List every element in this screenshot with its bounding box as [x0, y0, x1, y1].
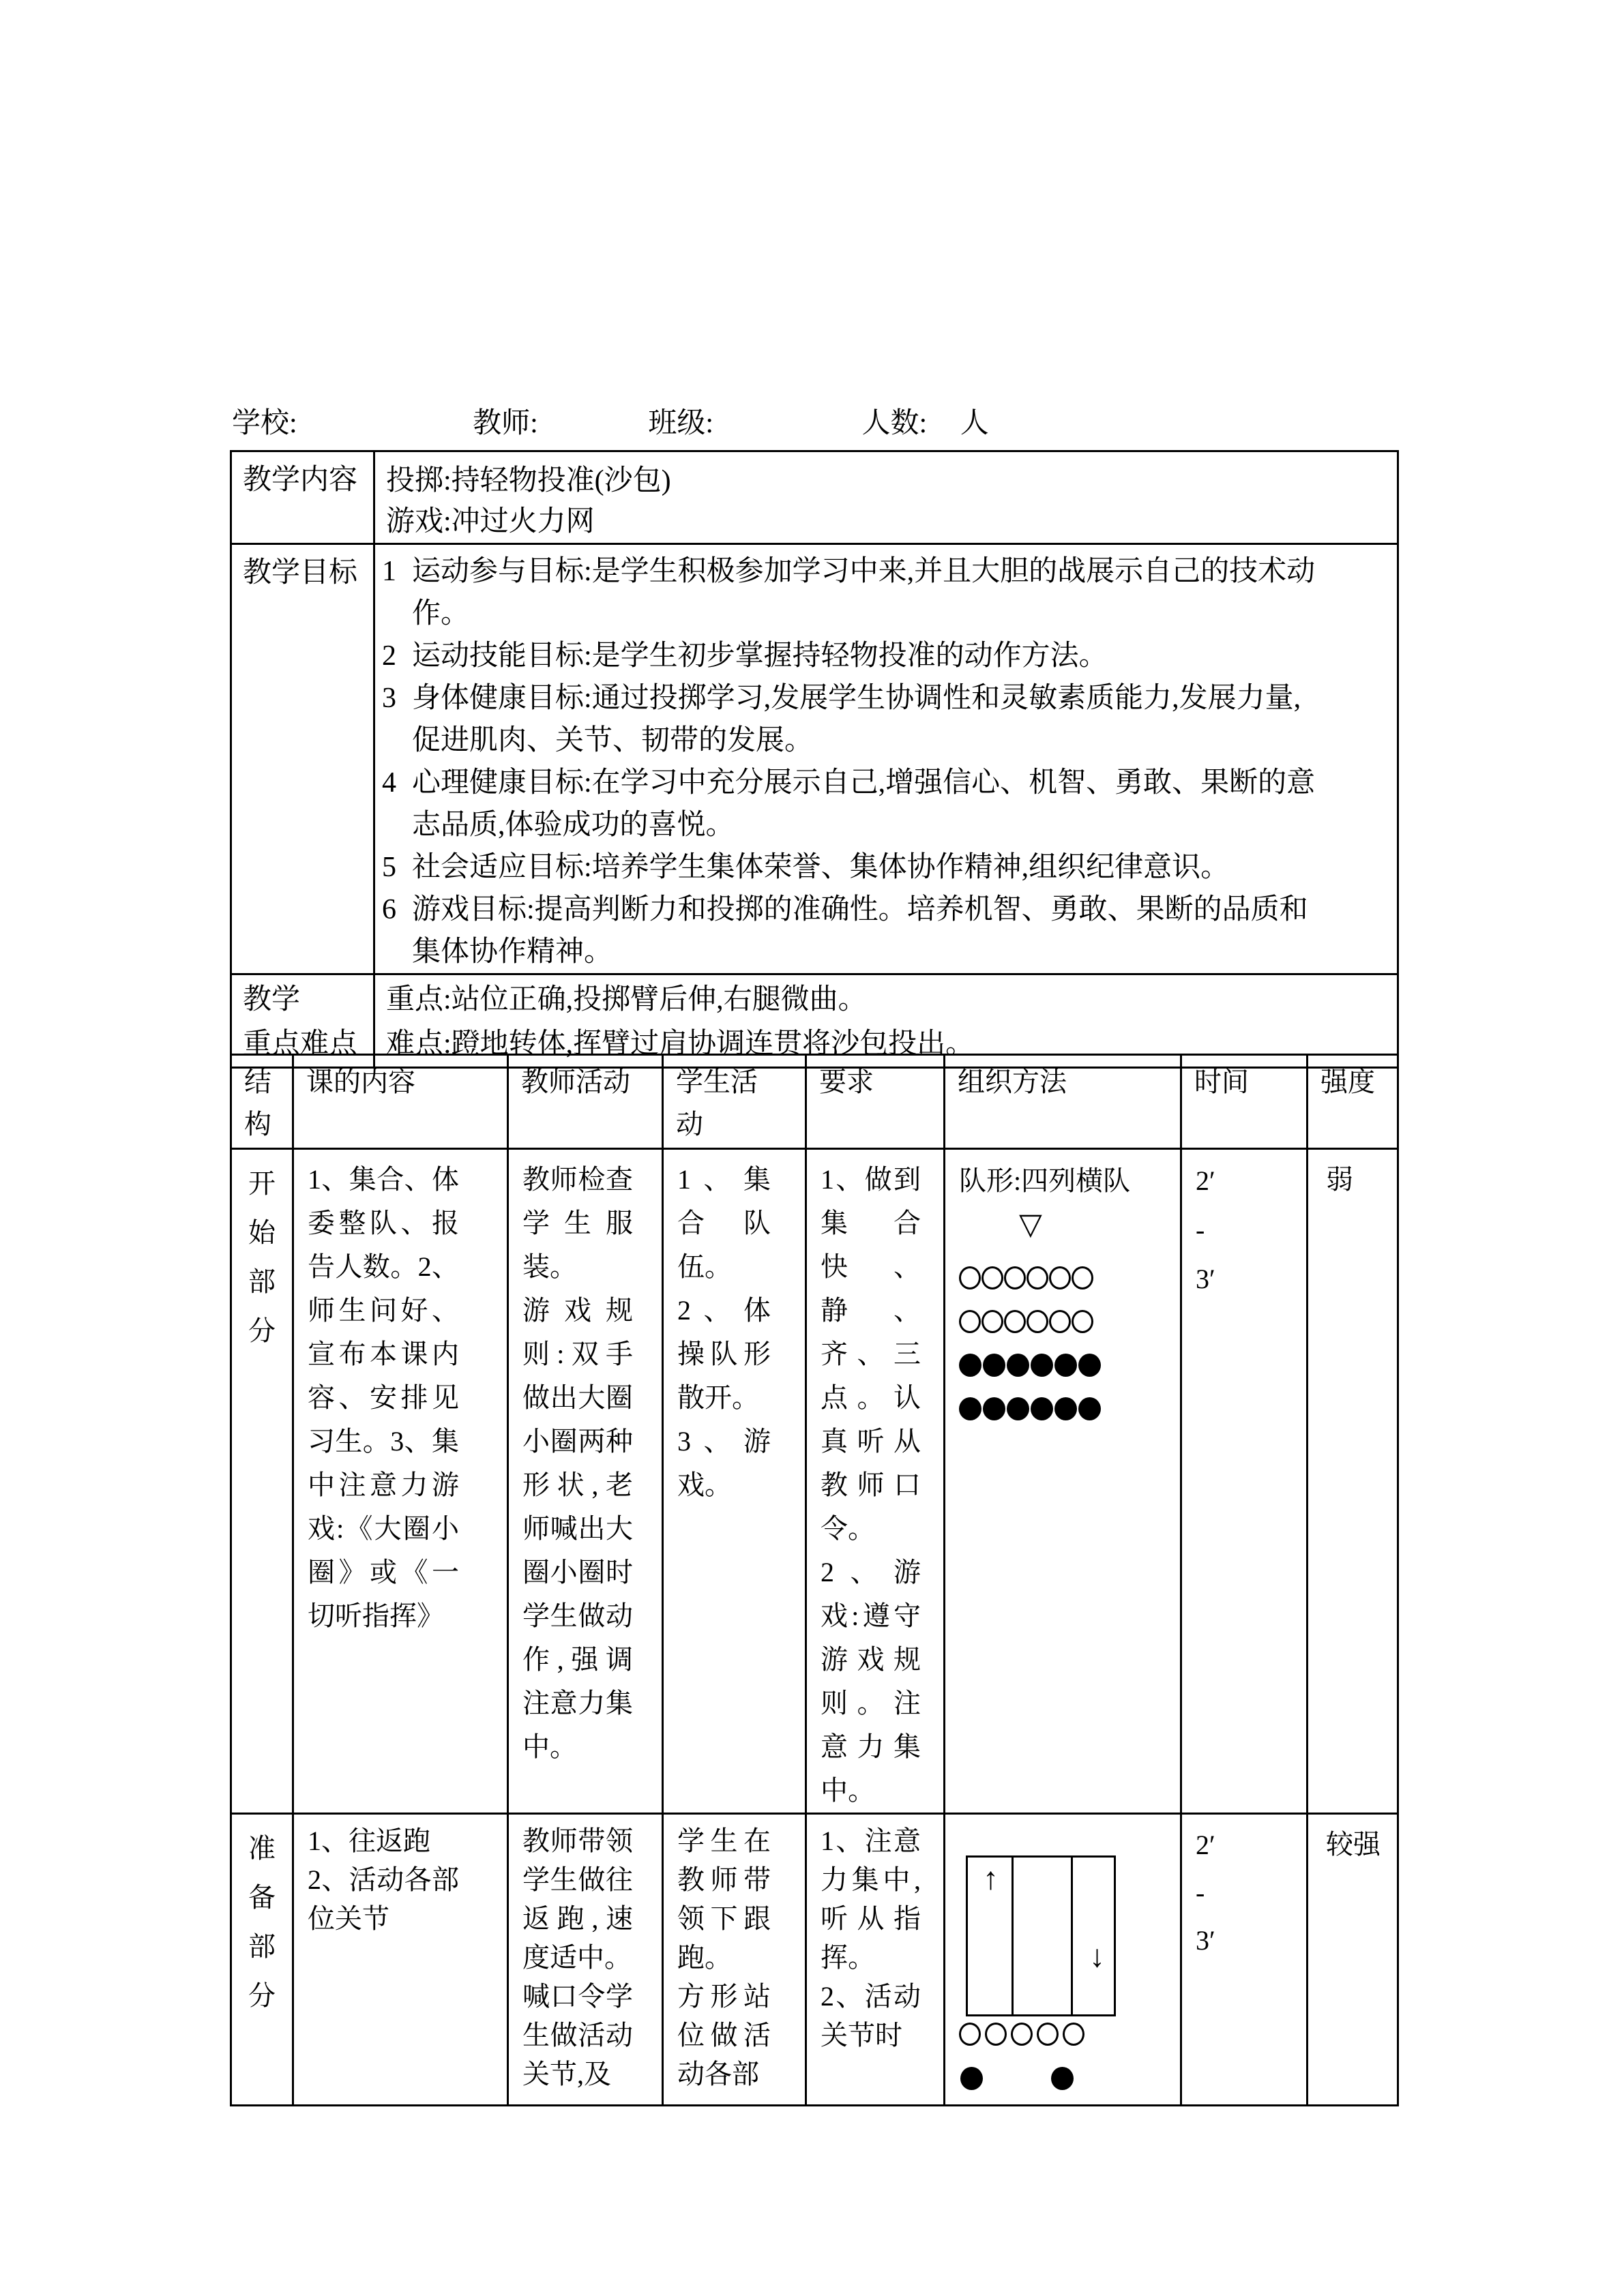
teacher-paragraph: 教师带领学生做往返跑,速度适中。 — [522, 1825, 633, 1973]
intensity-cell — [1308, 1149, 1398, 1814]
run-course-box — [966, 1855, 1116, 2016]
intensity-value: 较强 — [1326, 1829, 1381, 1860]
col-header-intensity: 强度 — [1308, 1055, 1398, 1149]
requirement-item: 1、注意力集中,听从指挥。 — [821, 1825, 921, 1973]
student-dot-open — [985, 2023, 1007, 2046]
lesson-content-text: 1、集合、体委整队、报告人数。2、师生问好、宣布本课内容、安排见习生。3、集中注意力游戏:《大圈小圈》或《一切听指挥》 — [308, 1164, 459, 1631]
lesson-content-cell — [293, 1814, 508, 2106]
objective-text: 运动技能目标:是学生初步掌握持轻物投准的动作方法。 — [412, 640, 1108, 672]
time-value: 3′ — [1196, 1264, 1215, 1294]
lane-divider — [1012, 1858, 1014, 2014]
formation-title: 队形:四列横队 — [959, 1165, 1131, 1196]
requirement-item: 1、做到集合快、静、齐、三点。认真听从教师口令。 — [821, 1164, 921, 1544]
objective-item — [375, 677, 1397, 762]
time-cell — [1181, 1814, 1308, 2106]
student-dot-open — [1072, 1266, 1093, 1289]
time-cell — [1181, 1149, 1308, 1814]
lane-divider — [1071, 1858, 1073, 2014]
lesson-content-cell — [293, 1149, 508, 1814]
objective-item — [375, 846, 1397, 889]
content-label-cell — [231, 451, 374, 544]
objective-number: 3 — [382, 683, 396, 714]
organisation-cell — [945, 1814, 1181, 2106]
student-dot-open — [959, 1310, 981, 1333]
requirement-item: 2、游戏:遵守游戏规则。注意力集中。 — [821, 1557, 921, 1806]
teacher-activity-cell — [508, 1149, 663, 1814]
requirements-cell — [806, 1149, 945, 1814]
objective-text: 游戏目标:提高判断力和投掷的准确性。培养机智、勇敢、果断的品质和集体协作精神。 — [412, 894, 1308, 968]
student-dot-filled — [983, 1354, 1005, 1377]
teacher-paragraph: 喊口令学生做活动关节,及 — [522, 1981, 633, 2089]
student-dot-open — [959, 2023, 981, 2046]
student-dot-open — [1063, 2023, 1084, 2046]
student-dot-filled — [959, 1354, 981, 1377]
student-dot-open — [1004, 1310, 1026, 1333]
count-label: 人数: — [861, 408, 928, 439]
student-dot-open — [1027, 1310, 1048, 1333]
page-header-line — [232, 405, 989, 442]
content-line: 投掷:持轻物投准(沙包) — [386, 465, 671, 496]
person-suffix: 人 — [960, 408, 989, 439]
student-item: 1、集合队伍。 — [677, 1164, 771, 1282]
student-item: 2、体操队形散开。 — [677, 1295, 771, 1413]
student-dot-open — [1037, 2023, 1059, 2046]
student-dot-filled — [1054, 1397, 1077, 1420]
student-dot-open — [1004, 1266, 1026, 1289]
student-dot-filled — [1054, 1354, 1077, 1377]
content-cell — [374, 451, 1398, 544]
formation-row — [960, 2067, 1180, 2091]
formation-row — [959, 2023, 1180, 2046]
col-header-lesson-content: 课的内容 — [293, 1055, 508, 1149]
lesson-content-item: 2、活动各部位关节 — [308, 1864, 459, 1934]
table-row-preparation-part — [231, 1814, 1398, 2106]
focus-label-line: 教学 — [243, 984, 301, 1015]
objectives-label: 教学目标 — [243, 557, 358, 588]
stage-cell — [231, 1149, 293, 1814]
info-table — [230, 450, 1399, 1069]
formation-row — [959, 1266, 1180, 1290]
col-header-organisation: 组织方法 — [945, 1055, 1181, 1149]
teacher-triangle-icon: ▽ — [1019, 1208, 1042, 1241]
requirement-item: 2、活动关节时 — [821, 1981, 921, 2051]
objective-number: 2 — [382, 640, 396, 672]
objective-text: 身体健康目标:通过投掷学习,发展学生协调性和灵敏素质能力,发展力量,促进肌肉、关节、韧带的发展。 — [412, 683, 1301, 756]
content-label: 教学内容 — [243, 464, 358, 496]
time-value: 2′ — [1196, 1830, 1215, 1860]
lesson-content-item: 1、往返跑 — [308, 1825, 430, 1856]
objectives-label-cell — [231, 544, 374, 974]
student-dot-filled — [960, 2067, 983, 2090]
student-item: 3、游戏。 — [677, 1426, 771, 1500]
teacher-paragraph: 教师检查学生服装。 — [522, 1164, 633, 1282]
intensity-cell — [1308, 1814, 1398, 2106]
student-dot-open — [981, 1266, 1003, 1289]
formation-row — [959, 1397, 1180, 1421]
intensity-value: 弱 — [1326, 1164, 1353, 1195]
objective-number: 6 — [382, 894, 396, 925]
down-arrow-icon: ↓ — [1089, 1939, 1105, 1973]
student-activity-cell — [663, 1149, 806, 1814]
objective-text: 社会适应目标:培养学生集体荣誉、集体协作精神,组织纪律意识。 — [412, 852, 1230, 883]
objectives-cell — [374, 544, 1398, 974]
objective-number: 1 — [382, 556, 396, 587]
col-header-teacher-activity: 教师活动 — [508, 1055, 663, 1149]
objective-number: 4 — [382, 767, 396, 799]
objective-text: 运动参与目标:是学生积极参加学习中来,并且大胆的战展示自己的技术动作。 — [412, 556, 1316, 629]
col-header-requirements: 要求 — [806, 1055, 945, 1149]
student-dot-filled — [1031, 1397, 1053, 1420]
class-label: 班级: — [648, 408, 714, 439]
teacher-paragraph: 游戏规则:双手做出大圈小圈两种形状,老师喊出大圈小圈时学生做动作,强调注意力集中。 — [522, 1295, 633, 1762]
student-dot-filled — [959, 1397, 981, 1420]
table-header-row — [231, 1055, 1398, 1149]
stage-label: 准备部分 — [248, 1833, 276, 2011]
focus-label-line: 重点难点 — [243, 1028, 358, 1060]
objective-item — [375, 550, 1397, 635]
objective-item — [375, 889, 1397, 973]
col-header-structure: 结构 — [231, 1055, 293, 1149]
table-row — [231, 544, 1398, 974]
organisation-cell — [945, 1149, 1181, 1814]
objective-number: 5 — [382, 852, 396, 883]
difficulty-point: 难点:蹬地转体,挥臂过肩协调连贯将沙包投出。 — [386, 1028, 975, 1060]
main-table — [230, 1054, 1399, 2106]
student-dot-open — [981, 1310, 1003, 1333]
teacher-label: 教师: — [473, 408, 538, 439]
student-dot-open — [1011, 2023, 1033, 2046]
student-dot-filled — [1007, 1354, 1029, 1377]
objective-item — [375, 762, 1397, 846]
objective-item — [375, 635, 1397, 677]
up-arrow-icon: ↑ — [983, 1861, 999, 1896]
content-line: 游戏:冲过火力网 — [386, 506, 595, 537]
student-dot-open — [959, 1266, 981, 1289]
stage-label: 开始部分 — [248, 1168, 276, 1346]
run-course-diagram — [945, 1815, 1180, 2091]
formation-diagram — [945, 1150, 1180, 1421]
student-dot-filled — [1078, 1397, 1101, 1420]
student-dot-open — [1049, 1266, 1071, 1289]
formation-row — [959, 1354, 1180, 1377]
school-label: 学校: — [232, 408, 297, 439]
time-dash: - — [1196, 1877, 1205, 1908]
student-dot-filled — [1078, 1354, 1101, 1377]
table-row-beginning-part — [231, 1149, 1398, 1814]
student-dot-filled — [1031, 1354, 1053, 1377]
student-dot-filled — [983, 1397, 1005, 1420]
student-dot-filled — [1051, 2067, 1074, 2090]
time-value: 3′ — [1196, 1925, 1215, 1956]
student-dot-open — [1027, 1266, 1048, 1289]
time-value: 2′ — [1196, 1165, 1215, 1196]
student-paragraph: 学生在教师带领下跟跑。 — [677, 1825, 771, 1973]
student-paragraph: 方形站位做活动各部 — [677, 1981, 771, 2089]
teacher-activity-cell — [508, 1814, 663, 2106]
requirements-cell — [806, 1814, 945, 2106]
focus-point: 重点:站位正确,投掷臂后伸,右腿微曲。 — [386, 984, 867, 1015]
col-header-time: 时间 — [1181, 1055, 1308, 1149]
stage-cell — [231, 1814, 293, 2106]
time-dash: - — [1196, 1214, 1205, 1245]
student-dot-open — [1049, 1310, 1071, 1333]
objective-text: 心理健康目标:在学习中充分展示自己,增强信心、机智、勇敢、果断的意志品质,体验成功的喜悦。 — [412, 767, 1316, 841]
student-activity-cell — [663, 1814, 806, 2106]
col-header-student-activity: 学生活动 — [663, 1055, 806, 1149]
student-dot-filled — [1007, 1397, 1029, 1420]
student-dot-open — [1072, 1310, 1093, 1333]
formation-row — [959, 1310, 1180, 1334]
table-row — [231, 451, 1398, 544]
